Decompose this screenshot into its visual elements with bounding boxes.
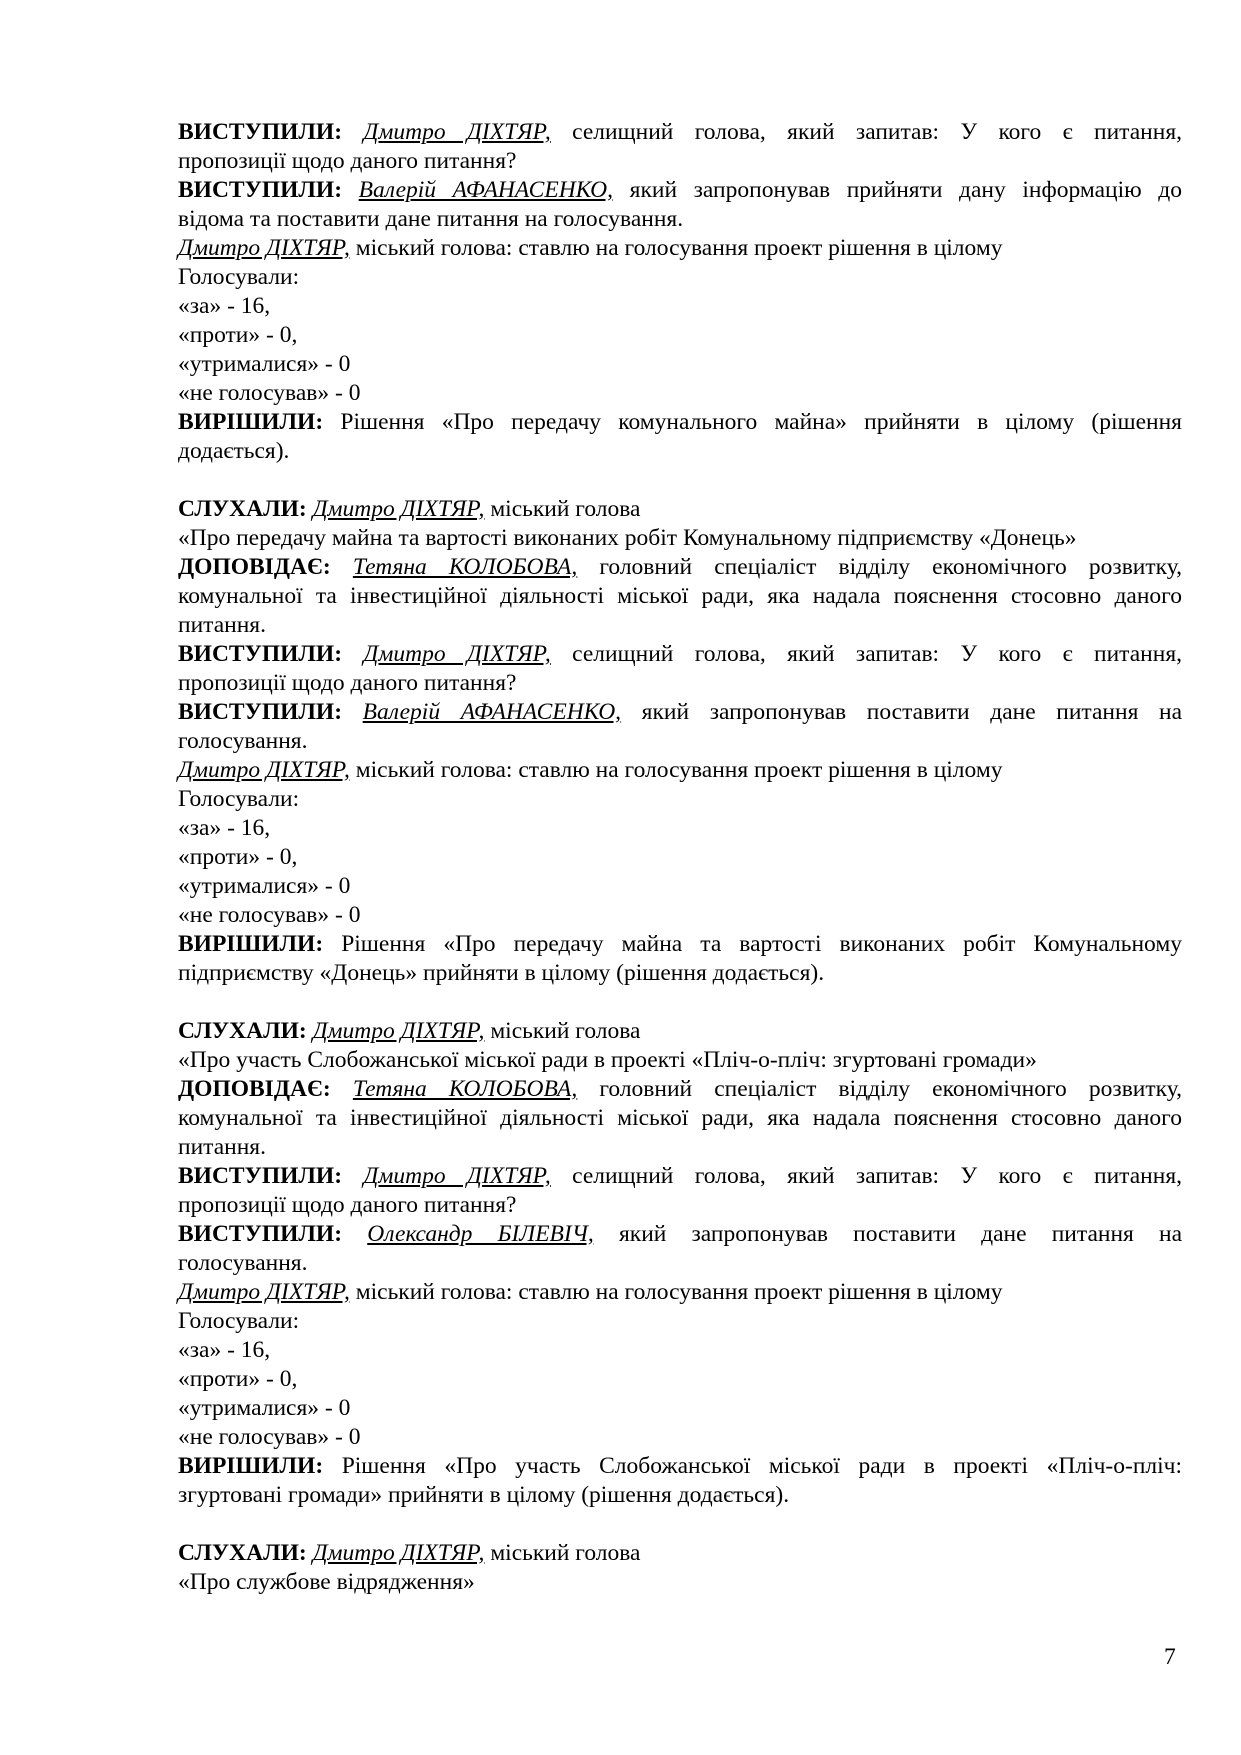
text-line [178,553,1182,582]
text-line [178,1568,1182,1597]
section-keyword: ВИРІШИЛИ: [178,1453,324,1479]
section-keyword: ВИСТУПИЛИ: [178,1221,343,1247]
text-run: «утрималися» - 0 [178,351,351,377]
section-keyword: ВИСТУПИЛИ: [178,119,343,145]
text-run: «не голосував» - 0 [178,380,361,406]
text-run: «за» - 16, [178,1337,271,1363]
text-line [178,1539,1182,1568]
text-line [178,1191,1182,1220]
text-run: питання. [178,612,266,638]
text-run: Голосували: [178,1308,300,1334]
text-run [331,1076,353,1102]
text-line [178,1075,1182,1104]
text-line [178,350,1182,379]
text-line [178,205,1182,234]
text-line [178,292,1182,321]
text-line [178,524,1182,553]
text-run: міський голова: ставлю на голосування проект рішення в цілому [349,757,1003,783]
text-run [342,119,363,145]
text-run: пропозиції щодо даного питання? [178,1192,517,1218]
speaker-name: Дмитро ДІХТЯР, [363,1163,551,1189]
text-run: «за» - 16, [178,293,271,319]
section-keyword: ДОПОВІДАЄ: [178,1076,331,1102]
text-line [178,1278,1182,1307]
section-keyword: ВИСТУПИЛИ: [178,1163,343,1189]
text-line [178,1046,1182,1075]
text-line [178,1133,1182,1162]
text-line [178,843,1182,872]
text-run: голосування. [178,1250,308,1276]
text-run: комунальної та інвестиційної діяльності міської ради, яка надала пояснення стосовно даного [178,583,1182,609]
page-number: 7 [1164,1644,1176,1670]
document-body [178,118,1182,1597]
blank-line [178,988,1182,1017]
text-run: Рішення «Про передачу майна та вартості виконаних робіт Комунальному [323,931,1182,957]
text-run: підприємству «Донець» прийняти в цілому (рішення додається). [178,960,825,986]
section-keyword: ВИСТУПИЛИ: [178,641,343,667]
text-line [178,1017,1182,1046]
text-line [178,669,1182,698]
text-run: який запропонував поставити дане питання на [593,1221,1183,1247]
speaker-name: Олександр БІЛЕВІЧ, [367,1221,594,1247]
text-line [178,640,1182,669]
text-line [178,263,1182,292]
speaker-name: Дмитро ДІХТЯР, [312,496,485,522]
text-run: селищний голова, який запитав: У кого є питання, [550,119,1182,145]
text-line [178,1394,1182,1423]
speaker-name: Тетяна КОЛОБОВА, [352,554,578,580]
text-run: головний спеціаліст відділу економічного розвитку, [577,1076,1182,1102]
text-line [178,727,1182,756]
text-line [178,1307,1182,1336]
speaker-name: Тетяна КОЛОБОВА, [352,1076,578,1102]
text-run: голосування. [178,728,308,754]
text-run: пропозиції щодо даного питання? [178,670,517,696]
text-line [178,1249,1182,1278]
text-line [178,1220,1182,1249]
text-line [178,611,1182,640]
text-run: «не голосував» - 0 [178,1424,361,1450]
text-run: пропозиції щодо даного питання? [178,148,517,174]
text-run: додається). [178,438,290,464]
text-run: міський голова: ставлю на голосування проект рішення в цілому [349,1279,1003,1305]
text-run: міський голова [484,496,641,522]
text-run: міський голова [484,1018,641,1044]
text-line [178,872,1182,901]
text-line [178,118,1182,147]
text-line [178,1452,1182,1481]
text-line [178,582,1182,611]
text-line [178,1104,1182,1133]
text-run: селищний голова, який запитав: У кого є питання, [550,641,1182,667]
text-run [342,177,359,203]
text-line [178,147,1182,176]
text-run: «за» - 16, [178,815,271,841]
section-keyword: ВИРІШИЛИ: [178,931,324,957]
speaker-name: Валерій АФАНАСЕНКО, [358,177,614,203]
text-run [342,1163,363,1189]
text-line [178,1481,1182,1510]
text-line [178,495,1182,524]
text-run: питання. [178,1134,266,1160]
text-run: комунальної та інвестиційної діяльності міської ради, яка надала пояснення стосовно даного [178,1105,1182,1131]
text-run: «утрималися» - 0 [178,873,351,899]
text-line [178,176,1182,205]
text-run: «Про участь Слобожанської міської ради в проекті «Пліч-о-пліч: згуртовані громади» [178,1047,1037,1073]
text-run: Рішення «Про передачу комунального майна» прийняти в цілому (рішення [323,409,1182,435]
speaker-name: Дмитро ДІХТЯР, [178,1279,350,1305]
text-run: Голосували: [178,264,300,290]
text-run: Голосували: [178,786,300,812]
text-line [178,1365,1182,1394]
text-line [178,321,1182,350]
speaker-name: Дмитро ДІХТЯР, [178,757,350,783]
speaker-name: Дмитро ДІХТЯР, [178,235,350,261]
section-keyword: СЛУХАЛИ: [178,1540,307,1566]
text-run: «Про службове відрядження» [178,1569,475,1595]
text-run: «утрималися» - 0 [178,1395,351,1421]
section-keyword: ДОПОВІДАЄ: [178,554,331,580]
section-keyword: ВИСТУПИЛИ: [178,177,343,203]
text-line [178,756,1182,785]
speaker-name: Дмитро ДІХТЯР, [363,119,551,145]
blank-line [178,1510,1182,1539]
text-line [178,814,1182,843]
text-run: «проти» - 0, [178,1366,298,1392]
speaker-name: Валерій АФАНАСЕНКО, [362,699,622,725]
text-run [342,641,363,667]
speaker-name: Дмитро ДІХТЯР, [312,1540,485,1566]
text-run: відома та поставити дане питання на голосування. [178,206,684,232]
text-run [342,699,363,725]
section-keyword: СЛУХАЛИ: [178,1018,307,1044]
text-line [178,698,1182,727]
text-run [342,1221,367,1247]
text-run: Рішення «Про участь Слобожанської міської ради в проекті «Пліч-о-пліч: [323,1453,1182,1479]
text-line [178,1336,1182,1365]
speaker-name: Дмитро ДІХТЯР, [312,1018,485,1044]
text-run: «проти» - 0, [178,844,298,870]
speaker-name: Дмитро ДІХТЯР, [363,641,551,667]
section-keyword: ВИСТУПИЛИ: [178,699,343,725]
text-run [331,554,353,580]
text-line [178,1423,1182,1452]
text-run: «Про передачу майна та вартості виконаних робіт Комунальному підприємству «Донець» [178,525,1077,551]
text-run: міський голова [484,1540,641,1566]
text-line [178,379,1182,408]
text-run: головний спеціаліст відділу економічного розвитку, [577,554,1182,580]
text-line [178,234,1182,263]
text-run: який запропонував прийняти дану інформацію до [613,177,1182,203]
section-keyword: СЛУХАЛИ: [178,496,307,522]
text-run: «проти» - 0, [178,322,298,348]
text-line [178,408,1182,437]
text-run: «не голосував» - 0 [178,902,361,928]
section-keyword: ВИРІШИЛИ: [178,409,324,435]
text-run: згуртовані громади» прийняти в цілому (рішення додається). [178,1482,790,1508]
text-line [178,930,1182,959]
text-line [178,959,1182,988]
text-line [178,901,1182,930]
text-run: селищний голова, який запитав: У кого є питання, [550,1163,1182,1189]
text-run: який запропонував поставити дане питання на [621,699,1183,725]
text-line [178,785,1182,814]
text-run: міський голова: ставлю на голосування проект рішення в цілому [349,235,1003,261]
blank-line [178,466,1182,495]
text-line [178,437,1182,466]
text-line [178,1162,1182,1191]
